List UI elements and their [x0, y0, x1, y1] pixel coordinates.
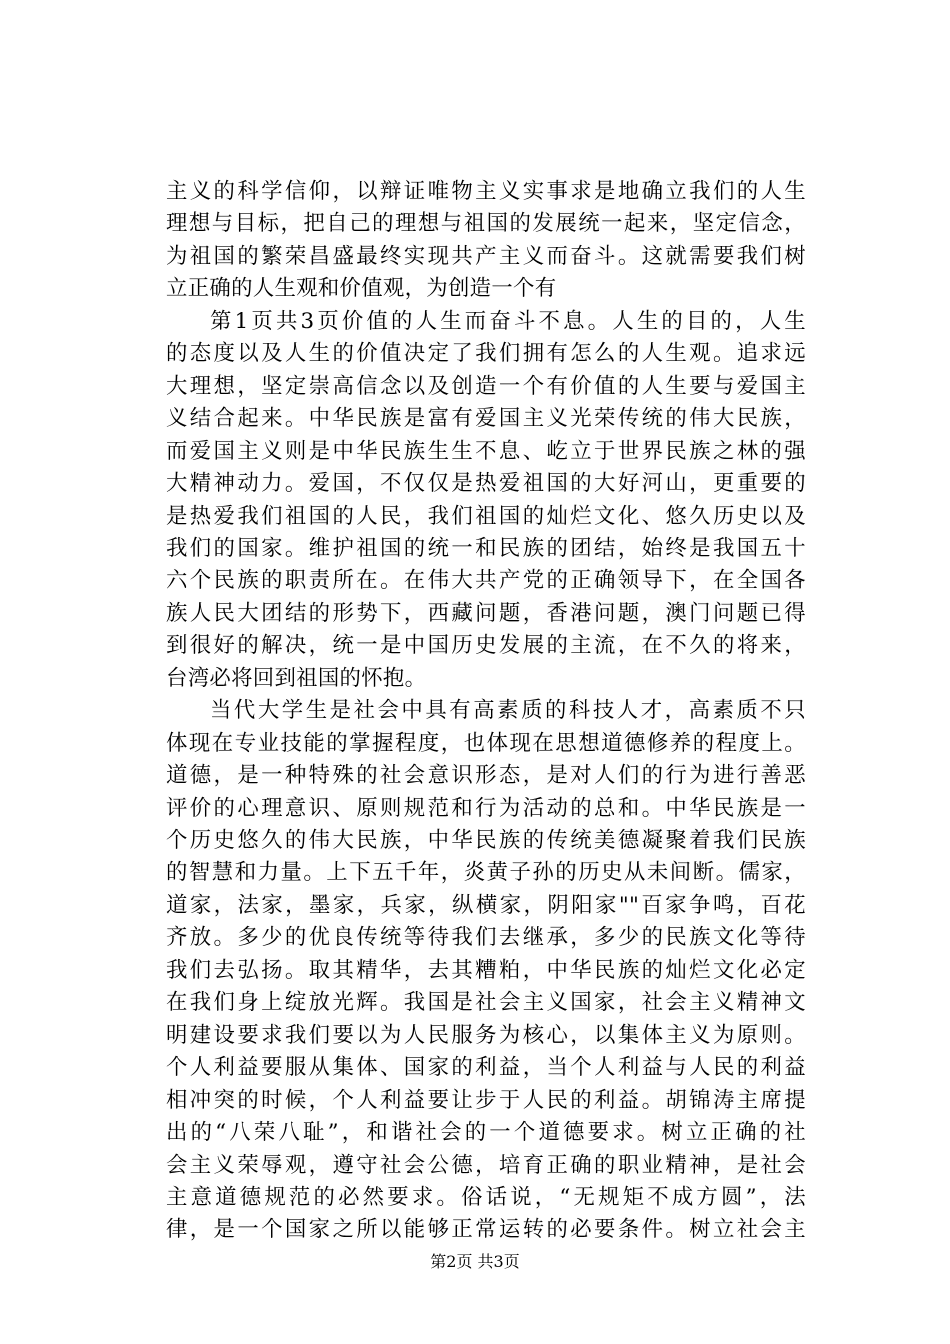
text-line: 会主义荣辱观，遵守社会公德，培育正确的职业精神，是社会 — [166, 1153, 806, 1178]
text-line: 个人利益要服从集体、国家的利益，当个人利益与人民的利益 — [166, 1055, 806, 1080]
text-line: 在我们身上绽放光辉。我国是社会主义国家，社会主义精神文 — [166, 990, 806, 1015]
text-line: 齐放。多少的优良传统等待我们去继承，多少的民族文化等待 — [166, 925, 806, 950]
text-line: 的智慧和力量。上下五千年，炎黄子孙的历史从未间断。儒家， — [166, 860, 806, 885]
text-line: 台湾必将回到祖国的怀抱。 — [166, 666, 427, 691]
text-line: 主义的科学信仰，以辩证唯物主义实事求是地确立我们的人生 — [166, 179, 806, 204]
page-footer: 第2页 共3页 — [430, 1252, 520, 1271]
text-line: 明建设要求我们要以为人民服务为核心，以集体主义为原则。 — [166, 1023, 806, 1048]
text-line: 道德，是一种特殊的社会意识形态，是对人们的行为进行善恶 — [166, 763, 806, 788]
text-line: 六个民族的职责所在。在伟大共产党的正确领导下，在全国各 — [166, 568, 806, 593]
text-line: 律，是一个国家之所以能够正常运转的必要条件。树立社会主 — [166, 1217, 806, 1242]
text-line: 大精神动力。爱国，不仅仅是热爱祖国的大好河山，更重要的 — [166, 471, 806, 496]
text-line: 评价的心理意识、原则规范和行为活动的总和。中华民族是一 — [166, 796, 806, 821]
text-line: 而爱国主义则是中华民族生生不息、屹立于世界民族之林的强 — [166, 439, 806, 464]
text-line: 相冲突的时候，个人利益要让步于人民的利益。胡锦涛主席提 — [166, 1088, 806, 1113]
text-line: 个历史悠久的伟大民族，中华民族的传统美德凝聚着我们民族 — [166, 828, 806, 853]
text-line: 理想与目标，把自己的理想与祖国的发展统一起来，坚定信念， — [166, 211, 806, 236]
text-line: 义结合起来。中华民族是富有爱国主义光荣传统的伟大民族， — [166, 406, 806, 431]
text-line: 立正确的人生观和价值观，为创造一个有 — [166, 276, 557, 301]
text-line: 我们的国家。维护祖国的统一和民族的团结，始终是我国五十 — [166, 536, 806, 561]
text-line: 体现在专业技能的掌握程度，也体现在思想道德修养的程度上。 — [166, 731, 806, 756]
text-line: 为祖国的繁荣昌盛最终实现共产主义而奋斗。这就需要我们树 — [166, 244, 806, 269]
text-line: 到很好的解决，统一是中国历史发展的主流，在不久的将来， — [166, 633, 806, 658]
text-line: 大理想，坚定崇高信念以及创造一个有价值的人生要与爱国主 — [166, 374, 806, 399]
text-line: 的态度以及人生的价值决定了我们拥有怎么的人生观。追求远 — [166, 341, 806, 366]
text-line: 道家，法家，墨家，兵家，纵横家，阴阳家""百家争鸣，百花 — [166, 893, 806, 918]
text-line: 主意道德规范的必然要求。俗话说，“无规矩不成方圆”，法 — [166, 1185, 806, 1210]
text-line: 是热爱我们祖国的人民，我们祖国的灿烂文化、悠久历史以及 — [166, 504, 806, 529]
text-line: 当代大学生是社会中具有高素质的科技人才，高素质不只 — [210, 698, 806, 723]
text-line: 出的“八荣八耻”，和谐社会的一个道德要求。树立正确的社 — [166, 1120, 806, 1145]
text-line: 族人民大团结的形势下，西藏问题，香港问题，澳门问题已得 — [166, 601, 806, 626]
text-line: 我们去弘扬。取其精华，去其糟粕，中华民族的灿烂文化必定 — [166, 958, 806, 983]
text-line: 第1页共3页价值的人生而奋斗不息。人生的目的，人生 — [210, 309, 806, 334]
